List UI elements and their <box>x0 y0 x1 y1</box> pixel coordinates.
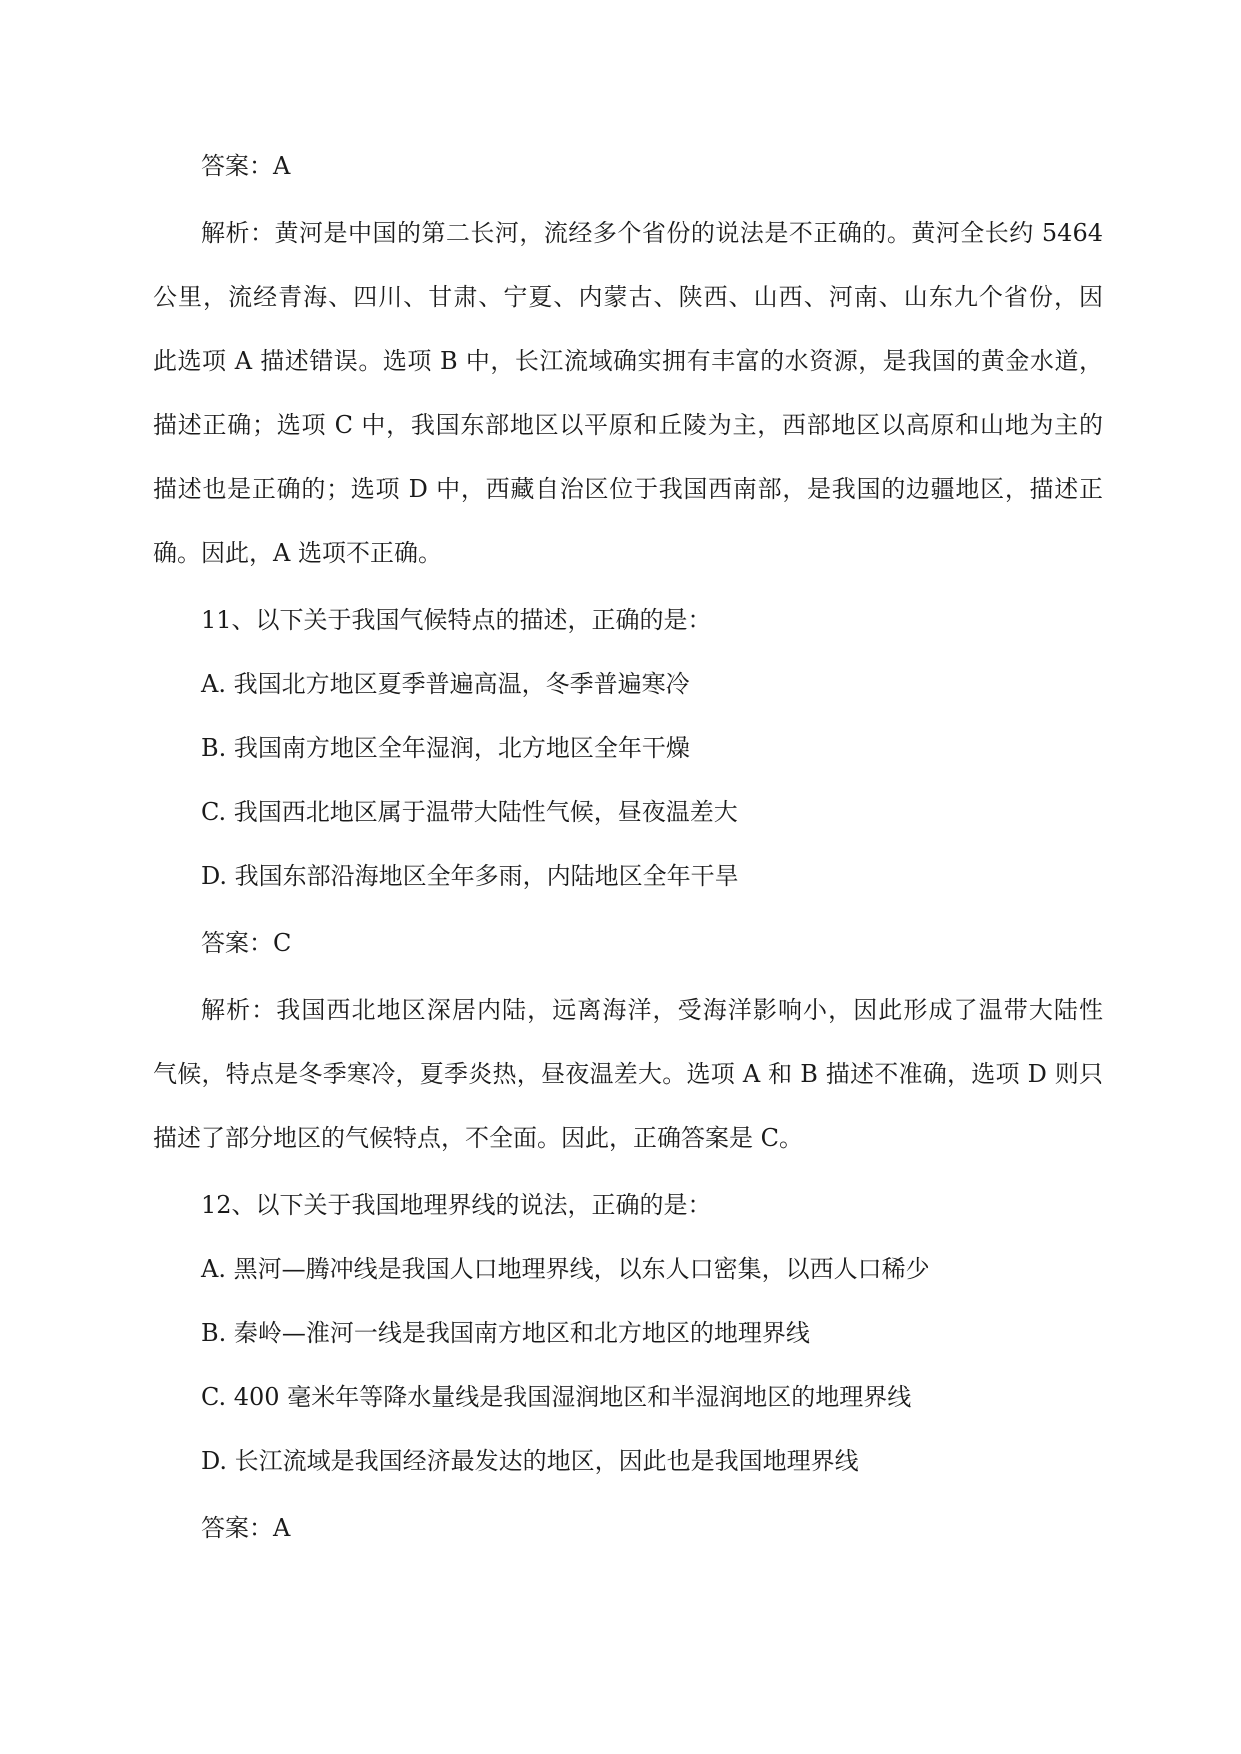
analysis-line: 描述也是正确的；选项 D 中，西藏自治区位于我国西南部，是我国的边疆地区，描述正 <box>153 475 1103 503</box>
analysis-line: 确。因此，A 选项不正确。 <box>153 539 442 567</box>
option-c: C. 400 毫米年等降水量线是我国湿润地区和半湿润地区的地理界线 <box>201 1383 912 1411</box>
option-c: C. 我国西北地区属于温带大陆性气候，昼夜温差大 <box>201 798 738 826</box>
analysis-line: 解析：黄河是中国的第二长河，流经多个省份的说法是不正确的。黄河全长约 5464 <box>201 219 1103 247</box>
analysis-line: 描述了部分地区的气候特点，不全面。因此，正确答案是 C。 <box>153 1124 803 1152</box>
answer-label: 答案：C <box>201 929 292 957</box>
option-d: D. 我国东部沿海地区全年多雨，内陆地区全年干旱 <box>201 862 739 890</box>
question-12: 12、以下关于我国地理界线的说法，正确的是： <box>201 1191 712 1219</box>
analysis-line: 气候，特点是冬季寒冷，夏季炎热，昼夜温差大。选项 A 和 B 描述不准确，选项 D 则只 <box>153 1060 1103 1088</box>
analysis-line: 公里，流经青海、四川、甘肃、宁夏、内蒙古、陕西、山西、河南、山东九个省份，因 <box>153 283 1103 311</box>
option-d: D. 长江流域是我国经济最发达的地区，因此也是我国地理界线 <box>201 1447 859 1475</box>
analysis-line: 解析：我国西北地区深居内陆，远离海洋，受海洋影响小，因此形成了温带大陆性 <box>201 996 1103 1024</box>
option-a: A. 我国北方地区夏季普遍高温，冬季普遍寒冷 <box>201 670 690 698</box>
answer-label: 答案：A <box>201 1514 291 1542</box>
option-b: B. 我国南方地区全年湿润，北方地区全年干燥 <box>201 734 690 762</box>
option-b: B. 秦岭—淮河一线是我国南方地区和北方地区的地理界线 <box>201 1319 810 1347</box>
analysis-line: 此选项 A 描述错误。选项 B 中，长江流域确实拥有丰富的水资源，是我国的黄金水道， <box>153 347 1103 375</box>
question-11: 11、以下关于我国气候特点的描述，正确的是： <box>201 606 712 634</box>
option-a: A. 黑河—腾冲线是我国人口地理界线，以东人口密集，以西人口稀少 <box>201 1255 930 1283</box>
analysis-line: 描述正确；选项 C 中，我国东部地区以平原和丘陵为主，西部地区以高原和山地为主的 <box>153 411 1103 439</box>
answer-label: 答案：A <box>201 152 291 180</box>
